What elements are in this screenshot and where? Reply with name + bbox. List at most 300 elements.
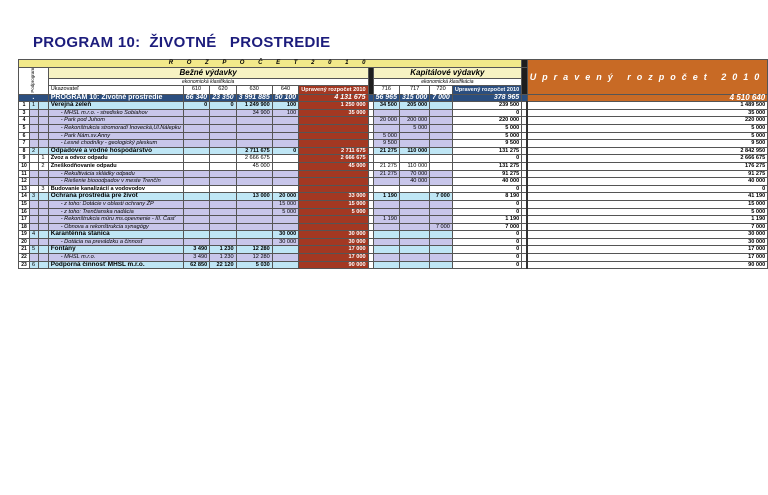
cell-c620: 1 230 (210, 254, 236, 262)
cell-p1 (30, 132, 39, 140)
cell-ub: 5 000 (299, 208, 368, 216)
program-630: 3 991 885 (236, 94, 272, 102)
cell-p1 (30, 178, 39, 186)
cell-name: Podporná činnosť MHSL m.r.o. (48, 261, 183, 269)
table-row (19, 246, 768, 254)
table-row (19, 261, 768, 269)
cell-c640: 20 000 (272, 193, 298, 201)
cell-rn: 7 (19, 140, 30, 148)
cell-ub: 33 000 (299, 193, 368, 201)
cell-rn: 16 (19, 208, 30, 216)
col-630-header: 630 (236, 85, 272, 94)
cell-c640 (272, 261, 298, 269)
cell-c630: 12 280 (236, 246, 272, 254)
cell-name: - Rekultivácia skládky odpadu (48, 170, 183, 178)
cell-c630 (236, 231, 272, 239)
cell-p2: 3 (39, 185, 48, 193)
cell-c717 (399, 261, 429, 269)
cell-t: 220 000 (527, 117, 768, 125)
cell-c610 (183, 109, 209, 117)
cell-c610 (183, 223, 209, 231)
cell-c630: 2 711 675 (236, 147, 272, 155)
cell-c716 (373, 231, 399, 239)
cell-c717 (399, 208, 429, 216)
cell-c720 (430, 109, 453, 117)
cell-rn: 1 (19, 102, 30, 110)
cell-t: 41 190 (527, 193, 768, 201)
cell-c620 (210, 147, 236, 155)
cell-t: 0 (527, 185, 768, 193)
cell-c717 (399, 132, 429, 140)
cell-c720 (430, 155, 453, 163)
cell-rn: 21 (19, 246, 30, 254)
cell-c640 (272, 254, 298, 262)
cell-c620 (210, 193, 236, 201)
table-row (19, 102, 768, 110)
cell-c640 (272, 117, 298, 125)
cell-c610 (183, 185, 209, 193)
cell-c640 (272, 140, 298, 148)
col-620-header: 620 (210, 85, 236, 94)
cell-c716 (373, 261, 399, 269)
cell-ub (299, 223, 368, 231)
cell-ub (299, 140, 368, 148)
cell-ub: 17 000 (299, 246, 368, 254)
cell-c610 (183, 216, 209, 224)
cell-c630: 1 249 900 (236, 102, 272, 110)
cell-c630 (236, 223, 272, 231)
cell-p2 (39, 254, 48, 262)
cell-ub (299, 178, 368, 186)
cell-name: - MHSL m.r.o. (48, 254, 183, 262)
cell-p2 (39, 117, 48, 125)
cell-c716 (373, 223, 399, 231)
cell-c720 (430, 185, 453, 193)
cell-c630 (236, 117, 272, 125)
cell-c720 (430, 147, 453, 155)
cell-c717: 5 000 (399, 124, 429, 132)
cell-rn: 11 (19, 170, 30, 178)
cell-p1: 2 (30, 147, 39, 155)
cell-ub (299, 124, 368, 132)
ek-klasifikacia-bezne: ekonomická klasifikácia (48, 78, 368, 85)
cell-c720 (430, 140, 453, 148)
cell-t: 17 000 (527, 246, 768, 254)
cell-c717 (399, 238, 429, 246)
ukazovatel-header: Ukazovateľ (48, 85, 183, 94)
cell-ub (299, 117, 368, 125)
cell-uk: 0 (452, 109, 521, 117)
cell-p2 (39, 261, 48, 269)
cell-t: 30 000 (527, 231, 768, 239)
cell-uk: 220 000 (452, 117, 521, 125)
cell-c716 (373, 109, 399, 117)
cell-c620 (210, 200, 236, 208)
cell-c717 (399, 185, 429, 193)
cell-c640 (272, 162, 298, 170)
cell-c717: 205 000 (399, 102, 429, 110)
cell-ub: 2 711 675 (299, 147, 368, 155)
program-720: 7 000 (430, 94, 453, 102)
cell-c716: 1 190 (373, 193, 399, 201)
cell-c716 (373, 185, 399, 193)
cell-c620 (210, 162, 236, 170)
cell-c720 (430, 102, 453, 110)
cell-c717 (399, 140, 429, 148)
cell-c717 (399, 109, 429, 117)
col-716-header: 716 (373, 85, 399, 94)
cell-p2 (39, 193, 48, 201)
cell-c610: 0 (183, 102, 209, 110)
cell-rn: 3 (19, 109, 30, 117)
cell-p1 (30, 200, 39, 208)
cell-c640 (272, 216, 298, 224)
cell-uk: 5 000 (452, 124, 521, 132)
cell-ub (299, 185, 368, 193)
cell-name: Fontány (48, 246, 183, 254)
cell-c720 (430, 170, 453, 178)
cell-p1 (30, 185, 39, 193)
cell-c620 (210, 238, 236, 246)
cell-p1: 4 (30, 231, 39, 239)
cell-p2 (39, 246, 48, 254)
cell-c720 (430, 254, 453, 262)
cell-uk: 0 (452, 261, 521, 269)
cell-name: Odpadové a vodné hospodárstvo (48, 147, 183, 155)
cell-p2: 2 (39, 162, 48, 170)
cell-c716 (373, 238, 399, 246)
cell-c640 (272, 178, 298, 186)
program-610: 66 340 (183, 94, 209, 102)
upraveny-kap-header: Upravený rozpočet 2010 (452, 85, 521, 94)
cell-c717 (399, 216, 429, 224)
cell-c610 (183, 162, 209, 170)
program-620: 23 350 (210, 94, 236, 102)
cell-p1 (30, 254, 39, 262)
cell-c717: 200 000 (399, 117, 429, 125)
table-row (19, 200, 768, 208)
cell-c640: 30 000 (272, 231, 298, 239)
cell-c620 (210, 208, 236, 216)
cell-c630: 13 000 (236, 193, 272, 201)
cell-rn: 4 (19, 117, 30, 125)
cell-p1 (30, 109, 39, 117)
cell-c716 (373, 200, 399, 208)
cell-rn: 8 (19, 147, 30, 155)
program-upraveny-kap: 378 965 (452, 94, 521, 102)
cell-c720 (430, 132, 453, 140)
program-name: PROGRAM 10: Životné prostredie (48, 94, 183, 102)
cell-p2 (39, 216, 48, 224)
cell-c610 (183, 132, 209, 140)
cell-p1 (30, 208, 39, 216)
cell-c620 (210, 117, 236, 125)
cell-name: Ochrana prostredia pre život (48, 193, 183, 201)
cell-c630 (236, 238, 272, 246)
cell-c620: 1 230 (210, 246, 236, 254)
cell-rn: 18 (19, 223, 30, 231)
cell-c716: 34 500 (373, 102, 399, 110)
cell-c717: 70 000 (399, 170, 429, 178)
program-upraveny-bezne: 4 131 675 (299, 94, 368, 102)
cell-c720: 7 000 (430, 193, 453, 201)
cell-t: 1 190 (527, 216, 768, 224)
table-row (19, 223, 768, 231)
cell-name: - Rekonštrukcia stromoradí Inovecká,Ul.Nálepku (48, 124, 183, 132)
cell-name: - z toho: Trenčianska nadácia (48, 208, 183, 216)
cell-p1 (30, 216, 39, 224)
cell-uk: 0 (452, 254, 521, 262)
cell-ub: 35 000 (299, 109, 368, 117)
cell-c610 (183, 193, 209, 201)
col-640-header: 640 (272, 85, 298, 94)
cell-ub (299, 170, 368, 178)
table-row (19, 208, 768, 216)
cell-c620 (210, 185, 236, 193)
cell-c630: 12 280 (236, 254, 272, 262)
cell-rn: 19 (19, 231, 30, 239)
cell-c610 (183, 200, 209, 208)
cell-p2 (39, 124, 48, 132)
cell-name: - Park Nám.sv.Anny (48, 132, 183, 140)
cell-c716: 21 275 (373, 147, 399, 155)
cell-ub: 17 000 (299, 254, 368, 262)
cell-uk: 0 (452, 185, 521, 193)
cell-c716: 1 190 (373, 216, 399, 224)
cell-c717: 40 000 (399, 178, 429, 186)
table-row (19, 238, 768, 246)
cell-t: 5 000 (527, 208, 768, 216)
cell-c610 (183, 231, 209, 239)
program-716: 56 965 (373, 94, 399, 102)
cell-c630 (236, 216, 272, 224)
cell-c610 (183, 170, 209, 178)
cell-c720 (430, 216, 453, 224)
cell-t: 30 000 (527, 238, 768, 246)
cell-name: - Riešenie biooodpadov v meste Trenčín (48, 178, 183, 186)
cell-uk: 40 000 (452, 178, 521, 186)
cell-c630 (236, 178, 272, 186)
cell-t: 15 000 (527, 200, 768, 208)
cell-ub: 2 666 675 (299, 155, 368, 163)
cell-c610: 3 490 (183, 254, 209, 262)
cell-c610 (183, 208, 209, 216)
cell-c620 (210, 109, 236, 117)
cell-c610 (183, 238, 209, 246)
cell-c716 (373, 254, 399, 262)
cell-p2 (39, 208, 48, 216)
cell-rn: 23 (19, 261, 30, 269)
cell-c640 (272, 246, 298, 254)
cell-c640 (272, 185, 298, 193)
cell-uk: 0 (452, 238, 521, 246)
cell-t: 17 000 (527, 254, 768, 262)
ek-klasifikacia-kap: ekonomická klasifikácia (373, 78, 522, 85)
cell-c640 (272, 155, 298, 163)
cell-t: 2 666 675 (527, 155, 768, 163)
cell-t: 91 275 (527, 170, 768, 178)
cell-p1 (30, 155, 39, 163)
cell-rn: 5 (19, 124, 30, 132)
cell-c640: 100 (272, 102, 298, 110)
cell-rn: 14 (19, 193, 30, 201)
cell-ub: 90 000 (299, 261, 368, 269)
cell-ub: 30 000 (299, 231, 368, 239)
cell-name: Budovanie kanalizácií a vodovodov (48, 185, 183, 193)
cell-c717: 110 000 (399, 162, 429, 170)
cell-c716: 21 275 (373, 170, 399, 178)
cell-name: - Lesné chodníky - geologický pleskum (48, 140, 183, 148)
table-row (19, 216, 768, 224)
cell-t: 90 000 (527, 261, 768, 269)
cell-c720 (430, 124, 453, 132)
program-dot: . (19, 94, 49, 102)
cell-c620 (210, 132, 236, 140)
cell-c716: 5 000 (373, 132, 399, 140)
cell-p2 (39, 102, 48, 110)
cell-uk: 131 275 (452, 162, 521, 170)
cell-c630: 2 666 675 (236, 155, 272, 163)
cell-c640 (272, 132, 298, 140)
cell-c640 (272, 223, 298, 231)
cell-c630: 45 000 (236, 162, 272, 170)
table-row (19, 124, 768, 132)
cell-c610 (183, 124, 209, 132)
cell-c720 (430, 231, 453, 239)
col-717-header: 717 (399, 85, 429, 94)
cell-p2 (39, 200, 48, 208)
cell-c620 (210, 231, 236, 239)
cell-c640 (272, 170, 298, 178)
cell-c630: 5 030 (236, 261, 272, 269)
cell-p1: 3 (30, 193, 39, 201)
cell-c630 (236, 200, 272, 208)
cell-name: - Obnova a rekonštrukcia synagógy (48, 223, 183, 231)
cell-t: 9 500 (527, 140, 768, 148)
cell-c716 (373, 178, 399, 186)
cell-p1 (30, 223, 39, 231)
cell-uk: 8 190 (452, 193, 521, 201)
cell-c610 (183, 178, 209, 186)
cell-t: 2 842 950 (527, 147, 768, 155)
cell-ub: 45 000 (299, 162, 368, 170)
cell-rn: 17 (19, 216, 30, 224)
cell-rn: 10 (19, 162, 30, 170)
cell-c720 (430, 117, 453, 125)
cell-p1 (30, 140, 39, 148)
cell-c717 (399, 193, 429, 201)
cell-c640: 100 (272, 109, 298, 117)
cell-uk: 0 (452, 246, 521, 254)
cell-name: - z toho: Dotácie v oblasti ochrany ŽP (48, 200, 183, 208)
cell-ub (299, 132, 368, 140)
rozpocet-label: R O Z P O Č E T 2 0 1 0 (19, 60, 522, 68)
cell-c720 (430, 238, 453, 246)
table-row (19, 193, 768, 201)
cell-c620 (210, 170, 236, 178)
cell-c630 (236, 170, 272, 178)
cell-c717: 110 000 (399, 147, 429, 155)
program-total-row (19, 94, 768, 102)
cell-c716: 21 275 (373, 162, 399, 170)
program-640: 50 100 (272, 94, 298, 102)
cell-uk: 239 500 (452, 102, 521, 110)
bezne-vydavky-header: Bežné výdavky (48, 67, 368, 78)
col-610-header: 610 (183, 85, 209, 94)
cell-p1 (30, 117, 39, 125)
cell-c610 (183, 117, 209, 125)
program-total: 4 510 640 (527, 94, 768, 102)
table-row (19, 132, 768, 140)
cell-p2 (39, 147, 48, 155)
cell-ub: 30 000 (299, 238, 368, 246)
cell-c716: 20 000 (373, 117, 399, 125)
cell-name: - Rekonštrukcia múru ms.opevnenie - III. Časť (48, 216, 183, 224)
cell-c630 (236, 208, 272, 216)
cell-p2 (39, 170, 48, 178)
cell-p2 (39, 109, 48, 117)
cell-c610: 3 490 (183, 246, 209, 254)
col-720-header: 720 (430, 85, 453, 94)
program-717: 315 000 (399, 94, 429, 102)
cell-name: Zvoz a odvoz odpadu (48, 155, 183, 163)
cell-p1 (30, 162, 39, 170)
table-row (19, 231, 768, 239)
cell-c620 (210, 178, 236, 186)
cell-t: 1 489 500 (527, 102, 768, 110)
cell-p1 (30, 238, 39, 246)
cell-t: 7 000 (527, 223, 768, 231)
page-title: PROGRAM 10: ŽIVOTNÉ PROSTREDIE (33, 34, 331, 51)
cell-ub: 1 250 000 (299, 102, 368, 110)
cell-c717 (399, 223, 429, 231)
cell-name: - MHSL m.r.o. - stredisko Sobiahov (48, 109, 183, 117)
cell-c717 (399, 231, 429, 239)
cell-name: Verejná zeleň (48, 102, 183, 110)
cell-c717 (399, 246, 429, 254)
cell-c716 (373, 246, 399, 254)
cell-c717 (399, 200, 429, 208)
kapitalove-vydavky-header: Kapitálové výdavky (373, 67, 522, 78)
cell-rn: 9 (19, 155, 30, 163)
cell-c716 (373, 124, 399, 132)
cell-uk: 0 (452, 155, 521, 163)
cell-p2 (39, 238, 48, 246)
cell-c610 (183, 155, 209, 163)
rozpocet-row (19, 60, 768, 68)
cell-uk: 0 (452, 200, 521, 208)
cell-uk: 0 (452, 231, 521, 239)
cell-c640: 5 000 (272, 208, 298, 216)
cell-c620 (210, 124, 236, 132)
cell-uk: 131 275 (452, 147, 521, 155)
cell-c620 (210, 155, 236, 163)
cell-rn: 22 (19, 254, 30, 262)
cell-c720 (430, 261, 453, 269)
cell-c720 (430, 246, 453, 254)
cell-p1 (30, 170, 39, 178)
cell-c640: 0 (272, 147, 298, 155)
cell-c720 (430, 208, 453, 216)
cell-uk: 7 000 (452, 223, 521, 231)
cell-c620: 22 120 (210, 261, 236, 269)
cell-c610: 62 850 (183, 261, 209, 269)
cell-c620: 0 (210, 102, 236, 110)
cell-rn: 20 (19, 238, 30, 246)
table-row (19, 178, 768, 186)
cell-p2 (39, 132, 48, 140)
cell-t: 35 000 (527, 109, 768, 117)
